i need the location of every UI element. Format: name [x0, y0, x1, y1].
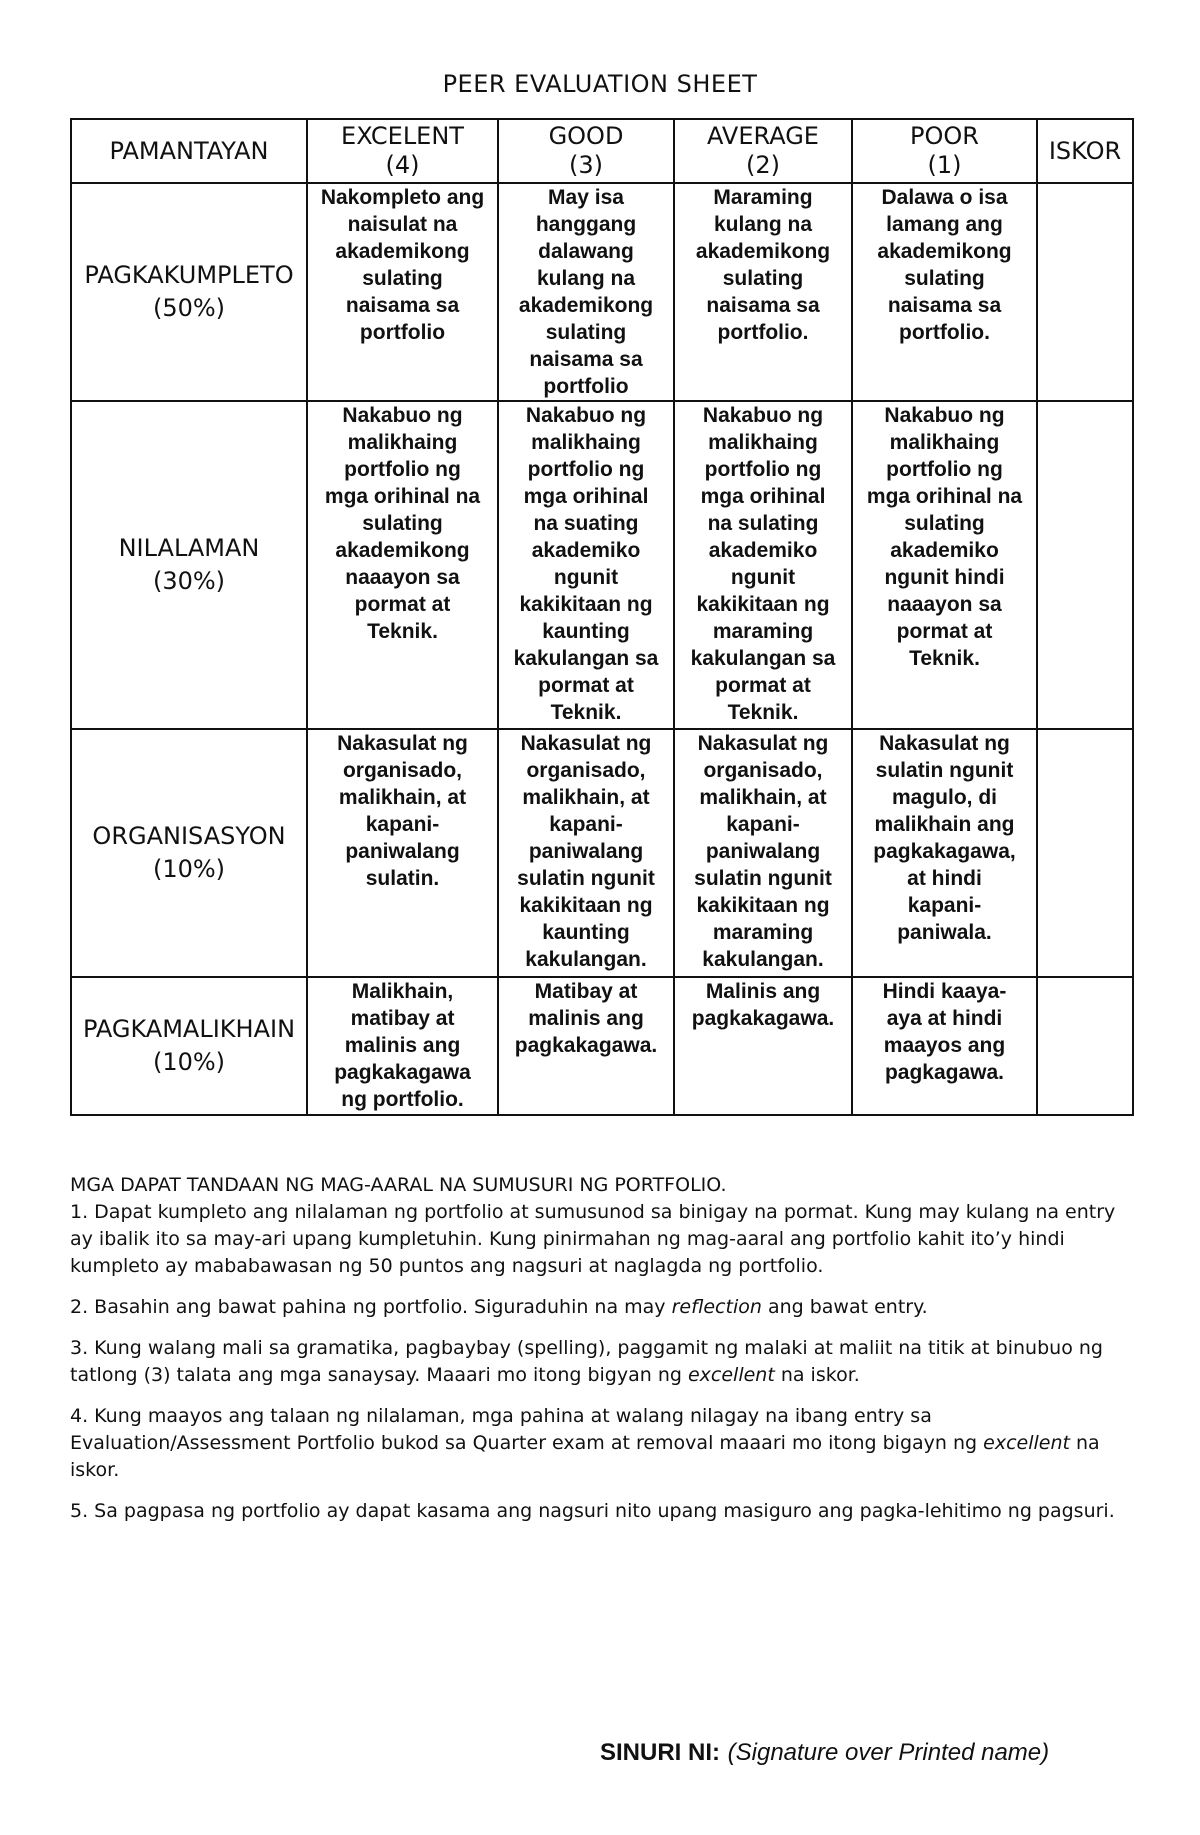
note-text: 2. Basahin ang bawat pahina ng portfolio. Siguraduhin na may — [70, 1296, 672, 1318]
criterion-name: PAGKAMALIKHAIN — [82, 1015, 296, 1043]
level-header-good — [498, 119, 674, 183]
descriptor-cell — [498, 977, 674, 1115]
score-cell[interactable] — [1037, 977, 1133, 1115]
score-cell[interactable] — [1037, 729, 1133, 977]
descriptor-text: Malikhain, matibay at malinis ang pagkakagawa ng portfolio. — [334, 980, 471, 1111]
notes-heading: MGA DAPAT TANDAAN NG MAG-AARAL NA SUMUSURI NG PORTFOLIO. — [70, 1174, 727, 1196]
descriptor-text: Nakasulat ng organisado, malikhain, at kapani- paniwalang sulatin ngunit kakikitaan ng kaunting kakulangan. — [517, 732, 655, 971]
descriptor-cell — [674, 977, 852, 1115]
descriptor-cell — [852, 729, 1037, 977]
rubric-table — [70, 118, 1134, 1116]
table-row — [71, 729, 1133, 977]
descriptor-text: Nakasulat ng organisado, malikhain, at kapani- paniwalang sulatin. — [337, 732, 468, 890]
level-label: POOR — [910, 122, 979, 150]
table-row — [71, 977, 1133, 1115]
table-row — [71, 183, 1133, 401]
descriptor-cell — [307, 729, 498, 977]
descriptor-text: Dalawa o isa lamang ang akademikong sulating naisama sa portfolio. — [877, 186, 1012, 344]
note-text: 3. Kung walang mali sa gramatika, pagbaybay (spelling), paggamit ng malaki at maliit na titik at binubuo ng tatlong (3) talata ang mga sanaysay. Maaari mo itong bigyan ng — [70, 1337, 1103, 1386]
note-text: na iskor. — [774, 1364, 860, 1386]
signature-label: SINURI NI: — [600, 1739, 720, 1766]
criterion-weight: (10%) — [152, 1048, 226, 1076]
criterion-name: PAGKAKUMPLETO — [84, 261, 294, 289]
note-text: na iskor. — [70, 1432, 1100, 1481]
score-cell[interactable] — [1037, 183, 1133, 401]
descriptor-cell — [852, 977, 1037, 1115]
level-score: (3) — [569, 151, 603, 179]
descriptor-text: Nakasulat ng sulatin ngunit magulo, di malikhain ang pagkakagawa, at hindi kapani- paniwala. — [873, 732, 1016, 944]
descriptor-text: Nakabuo ng malikhaing portfolio ng mga orihinal na sulating akademiko ngunit kakikitaan ng maraming kakulangan sa pormat at Teknik. — [690, 404, 836, 724]
header-row — [71, 119, 1133, 183]
level-label: EXCELENT — [341, 122, 464, 150]
descriptor-text: Nakabuo ng malikhaing portfolio ng mga orihinal na sulating akademiko ngunit hindi naaayon sa pormat at Teknik. — [866, 404, 1023, 670]
descriptor-text: Matibay at malinis ang pagkakagawa. — [514, 980, 658, 1057]
descriptor-text: Maraming kulang na akademikong sulating naisama sa portfolio. — [695, 186, 831, 344]
descriptor-text: Nakasulat ng organisado, malikhain, at kapani- paniwalang sulatin ngunit kakikitaan ng maraming kakulangan. — [694, 732, 832, 971]
level-label: GOOD — [548, 122, 624, 150]
level-score: (4) — [385, 151, 420, 179]
criterion-cell — [71, 183, 307, 401]
criterion-cell — [71, 729, 307, 977]
note-text: ang bawat entry. — [761, 1296, 928, 1318]
score-cell[interactable] — [1037, 401, 1133, 729]
notes-section — [70, 1172, 1132, 1539]
descriptor-cell — [852, 401, 1037, 729]
note-emphasis: reflection — [671, 1296, 762, 1318]
descriptor-cell — [307, 183, 498, 401]
level-header-poor — [852, 119, 1037, 183]
note-emphasis: excellent — [687, 1364, 775, 1386]
page-title: PEER EVALUATION SHEET — [442, 70, 758, 98]
level-header-average — [674, 119, 852, 183]
criterion-cell — [71, 977, 307, 1115]
note-emphasis: excellent — [983, 1432, 1070, 1454]
table-row — [71, 401, 1133, 729]
score-header: ISKOR — [1037, 119, 1133, 183]
level-label: AVERAGE — [707, 122, 819, 150]
descriptor-cell — [674, 183, 852, 401]
note-item — [70, 1294, 1132, 1321]
descriptor-cell — [498, 183, 674, 401]
descriptor-text: Malinis ang pagkakagawa. — [691, 980, 835, 1030]
signature-hint: (Signature over Printed name) — [727, 1739, 1050, 1766]
note-item — [70, 1335, 1132, 1389]
descriptor-cell — [498, 401, 674, 729]
criterion-weight: (50%) — [152, 294, 226, 322]
note-item: 5. Sa pagpasa ng portfolio ay dapat kasama ang nagsuri nito upang masiguro ang pagka-lehitimo ng pagsuri. — [70, 1500, 1115, 1522]
descriptor-cell — [307, 977, 498, 1115]
descriptor-cell — [674, 729, 852, 977]
descriptor-cell — [852, 183, 1037, 401]
note-item: 1. Dapat kumpleto ang nilalaman ng portfolio at sumusunod sa binigay na pormat. Kung may kulang na entry ay ibalik ito sa may-ari upang kumpletuhin. Kung pinirmahan ng mag-aaral ang portfolio kahit ito’y hindi kumpleto ay mababawasan ng 50 puntos ang nagsuri at naglagda ng portfolio. — [70, 1201, 1116, 1277]
criterion-weight: (30%) — [152, 567, 226, 595]
signature-line — [600, 1738, 1049, 1767]
criterion-name: NILALAMAN — [118, 534, 260, 562]
level-header-excellent — [307, 119, 498, 183]
criteria-header: PAMANTAYAN — [71, 119, 307, 183]
descriptor-text: May isa hanggang dalawang kulang na akademikong sulating naisama sa portfolio — [518, 186, 654, 398]
level-score: (1) — [927, 151, 962, 179]
criterion-weight: (10%) — [152, 855, 226, 883]
descriptor-text: Nakompleto ang naisulat na akademikong sulating naisama sa portfolio — [320, 186, 485, 344]
descriptor-cell — [498, 729, 674, 977]
note-text: 4. Kung maayos ang talaan ng nilalaman, mga pahina at walang nilagay na ibang entry sa Evaluation/Assessment Portfolio bukod sa Quarter exam at removal maaari mo itong bigayn ng — [70, 1405, 984, 1454]
descriptor-text: Nakabuo ng malikhaing portfolio ng mga orihinal na suating akademiko ngunit kakikitaan ng kaunting kakulangan sa pormat at Teknik. — [513, 404, 659, 724]
descriptor-cell — [674, 401, 852, 729]
descriptor-cell — [307, 401, 498, 729]
level-score: (2) — [746, 151, 780, 179]
descriptor-text: Hindi kaaya- aya at hindi maayos ang pagkagawa. — [882, 980, 1007, 1084]
note-item — [70, 1403, 1132, 1484]
criterion-cell — [71, 401, 307, 729]
descriptor-text: Nakabuo ng malikhaing portfolio ng mga orihinal na sulating akademikong naaayon sa pormat at Teknik. — [324, 404, 481, 643]
criterion-name: ORGANISASYON — [92, 822, 286, 850]
